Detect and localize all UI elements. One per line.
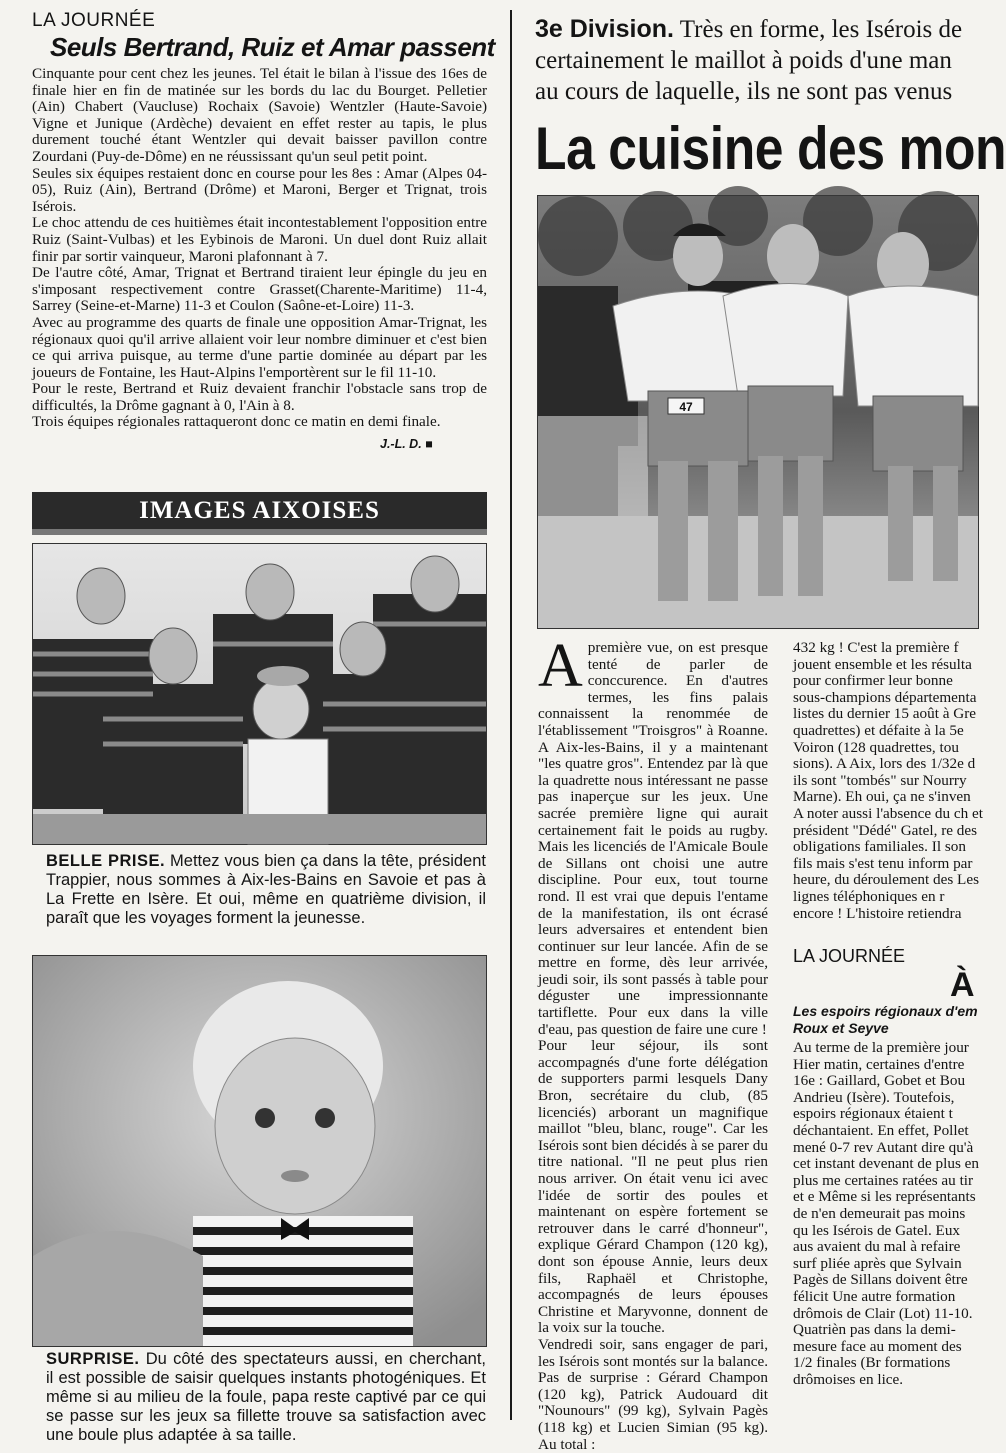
section-banner [32,492,487,529]
photo-caption [46,852,486,928]
article-body [32,66,487,431]
team-photo [32,543,487,845]
article-column-1 [538,632,768,1453]
bib-number: 47 [679,400,693,414]
paragraph: 432 kg ! C'est la première f jouent ensemble et les résulta pour confirmer leur bonne sous-champions départementa listes du dernier 15 août à Gre quadrettes) et défaite à la 5e Voiron (128 quadrettes, tou sions). A Aix, lors des 1/32e d ils sont "tombés" sur Nourry Marne). Eh oui, ça ne s'inven A noter aussi l'absence du ch et président "Dédé" Gatel, re des obligations familiales. Il son fils mais s'est tenu inform par heure, du déroulement des Les lignes téléphoniques en r encore ! L'histoire retiendra [793,639,983,922]
intro-line: certainement le maillot à poids d'une man [535,47,952,74]
caption-lead: SURPRISE. [46,1350,140,1368]
paragraph: Seules six équipes restaient donc en course pour les 8es : Amar (Alpes 04-05), Ruiz (Ain), Bertrand (Drôme) et Maroni, Berger et Trignat, trois Isérois. [32,164,487,215]
subheadline: Les espoirs régionaux d'em Roux et Seyve [793,1003,978,1036]
section-banner-title: IMAGES AIXOISES [139,497,380,524]
column-divider [510,10,512,1420]
paragraph: Trois équipes régionales rattaqueront donc ce matin en demi finale. [32,413,441,431]
drop-cap: A [538,632,583,700]
paragraph: Vendredi soir, sans engager de pari, les Isérois sont montés sur la balance. Pas de surprise : Gérard Champon (120 kg), Patrick Audouard dit "Nounours" (99 kg), Sylvain Pagès (118 kg) et Lucien Simian (95 kg). Au total : [538,1335,768,1453]
byline: J.-L. D. ■ [380,437,433,451]
caption-text: Mettez vous bien ça dans la tête, président Trappier, nous sommes à Aix-les-Bains en Savoie et pas à La Frette en Isère. Et oui, même en quatrième division, il paraît que les voyages forment la jeunesse. [46,852,486,927]
article-headline: Seuls Bertrand, Ruiz et Amar passent [50,32,495,62]
paragraph: Au terme de la première jour Hier matin, certaines d'entre 16e : Gaillard, Gobet et Bou Andrieu (Isère). Toutefois, espoirs régionaux étaient t déchantaient. En effet, Pollet mené 0-7 rev Autant dire qu'à cet instant devenant de plus en plus me certaines ratées au tir et e Même si les représentants de n'en demeurait pas moins qu les Isérois de Gatel. Eux aus avaient du mal à refaire surf pliée après que Sylvain Pagès de Sillans doivent être félicit Une autre formation drômois de Clair (Lot) 11-10. Quatrièn pas dans la demi-mesure face au moment des 1/2 finales (Br formations drômoises en lice. [793,1039,979,1388]
intro-line: au cours de laquelle, ils ne sont pas venus [535,78,953,105]
paragraph [538,632,768,1038]
paragraph: De l'autre côté, Amar, Trignat et Bertrand tiraient leur épingle du jeu en s'imposant respectivement contre Grasset(Charente-Maritime) 11-4, Sarrey (Seine-et-Marne) 11-3 et Coulon (Saône-et-Loire) 11-3. [32,264,487,315]
paragraph: Pour le reste, Bertrand et Ruiz devaient franchir l'obstacle sans trop de difficultés, la Drôme gagnant à 0, l'Ain à 8. [32,380,487,414]
paragraph: Cinquante pour cent chez les jeunes. Tel était le bilan à l'issue des 16es de finale hier en fin de matinée sur les bords du lac du Bourget. Pelletier (Ain) Chabert (Vaucluse) Rochaix (Savoie) Wentzler (Haute-Savoie) Vigne et Junique (Ardèche) devaient en effet rester au tapis, le plus durement touché étant Wentzler qui devait baisser pavillon contre Zourdani (Puy-de-Dôme) en ne réussissant qu'un seul petit point. [32,65,487,165]
section-kicker: LA JOURNÉE [793,946,906,966]
section-kicker: LA JOURNÉE [32,10,156,31]
caption-lead: BELLE PRISE. [46,852,166,870]
division-intro [535,14,975,107]
child-photo [32,955,487,1347]
headline-fragment: À [950,966,975,1004]
paragraph: Avec au programme des quarts de finale une opposition Amar-Trignat, les régionaux quoi qu'il arrive allaient voir leur nombre diminuer et c'est bien ce qui arriva puisque, au terme d'une partie dominée au départ par les joueurs de Fontaine, les Haut-Alpins l'emportèrent sur le fil 11-10. [32,313,487,381]
article-title: La cuisine des mon [535,115,1006,182]
photo-caption [46,1350,486,1445]
intro-text: Très en forme, les Isérois de [679,16,963,43]
paragraph-text: première vue, on est presque tenté de parler de conccurence. En d'autres termes, les fins palais connaissent la renommée de l'établissement "Troisgros" à Roanne. A Aix-les-Bains, il y a maintenant "les quatre gros". Entendez par là que la quadrette nous intéressant ne passe pas inaperçue sur les jeux. Une sacrée première ligne qui aurait certainement fait le poids au rugby. Mais les licenciés de l'Amicale Boule de Sillans ont choisi une autre discipline. Pour eux, tout tourne rond. Il est vrai que depuis l'entame de la manifestation, ils ont écrasé leurs adversaires et entendent bien continuer sur leur lancée. Afin de se mettre en forme, dès leur arrivée, jeudi soir, ils sont passés à table pour déguster une impressionnante tartiflette. Pour eux dans la ville d'eau, pas question de faire une cure ! [538,639,768,1038]
banner-shadow [32,529,487,535]
players-photo [537,195,979,629]
paragraph: Pour leur séjour, ils sont accompagnés d'une forte délégation de supporters parmi lesquels Dany Bron, secrétaire du club, (85 licenciés) arborant un magnifique maillot "bleu, blanc, rouge". Car les Isérois sont bien décidés à se parer du titre national. "Il ne peut plus rien nous arriver. On était venu ici avec l'idée de sortir des poules et maintenant on espère fortement se retrouver dans le carré d'honneur", explique Gérard Champon (120 kg), dont son épouse Annie, leurs deux fils, Raphaël et Christophe, accompagnés de leurs épouses Christine et Maryvonne, donnent de la voix sur la touche. [538,1037,768,1337]
caption-text: Du côté des spectateurs aussi, en cherchant, il est possible de saisir quelques instants photogéniques. Et même si au milieu de la foule, papa reste captivé par ce qui se passe sur les jeux sa fillette trouve sa satisfaction avec une boule plus adaptée à sa taille. [46,1350,486,1444]
division-label: 3e Division. [535,15,674,43]
paragraph: Le choc attendu de ces huitièmes était incontestablement l'opposition entre Ruiz (Saint-Vulbas) et les Eybinois de Maroni. Un duel dont Ruiz allait finir par sortir vainqueur, Maroni plafonnant à 7. [32,214,487,265]
article-column-2 [793,640,983,922]
article-column-3 [793,1040,983,1388]
intro-line [535,14,975,45]
